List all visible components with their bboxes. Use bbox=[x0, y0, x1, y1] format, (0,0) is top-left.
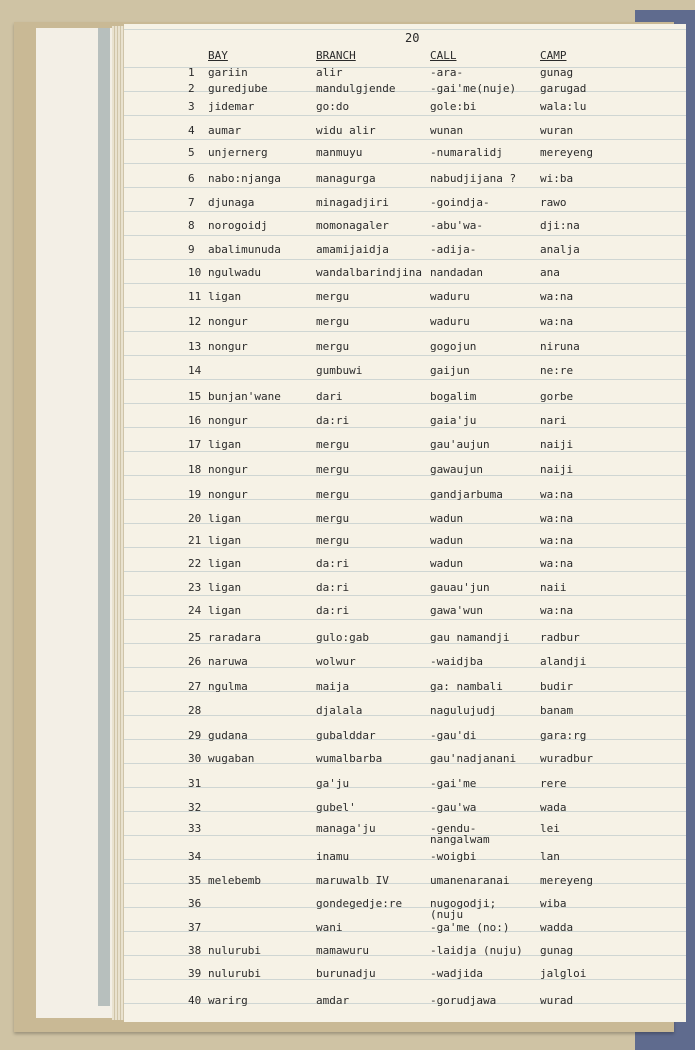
bay-cell: ngulwadu bbox=[208, 266, 261, 279]
branch-cell: da:ri bbox=[316, 604, 350, 617]
branch-cell: inamu bbox=[316, 850, 350, 863]
camp-cell: wa:na bbox=[540, 315, 574, 328]
table-row bbox=[0, 534, 695, 554]
branch-cell: manmuyu bbox=[316, 146, 363, 159]
row-number: 5 bbox=[188, 146, 195, 159]
table-row bbox=[0, 463, 695, 483]
camp-cell: wa:na bbox=[540, 512, 574, 525]
bay-cell: nulurubi bbox=[208, 967, 261, 980]
branch-cell: mergu bbox=[316, 488, 350, 501]
call-cell: wunan bbox=[430, 124, 464, 137]
table-row bbox=[0, 124, 695, 144]
branch-cell: amdar bbox=[316, 994, 350, 1007]
camp-cell: jalgloi bbox=[540, 967, 587, 980]
camp-cell: garugad bbox=[540, 82, 587, 95]
table-row bbox=[0, 604, 695, 624]
call-cell: bogalim bbox=[430, 390, 477, 403]
table-row bbox=[0, 994, 695, 1014]
row-number: 23 bbox=[188, 581, 202, 594]
row-number: 40 bbox=[188, 994, 202, 1007]
column-header-bay: BAY bbox=[208, 49, 228, 62]
camp-cell: ne:re bbox=[540, 364, 574, 377]
branch-cell: mamawuru bbox=[316, 944, 369, 957]
branch-cell: gulo:gab bbox=[316, 631, 369, 644]
table-row bbox=[0, 82, 695, 102]
call-cell: gau'aujun bbox=[430, 438, 490, 451]
call-cell: gaia'ju bbox=[430, 414, 477, 427]
row-number: 26 bbox=[188, 655, 202, 668]
call-cell: nagulujudj bbox=[430, 704, 497, 717]
call-cell: -adija- bbox=[430, 243, 477, 256]
branch-cell: ga'ju bbox=[316, 777, 350, 790]
bay-cell: ngulma bbox=[208, 680, 248, 693]
branch-cell: minagadjiri bbox=[316, 196, 389, 209]
row-number: 25 bbox=[188, 631, 202, 644]
call-cell: gawa'wun bbox=[430, 604, 483, 617]
bay-cell: ligan bbox=[208, 512, 242, 525]
camp-cell: nari bbox=[540, 414, 567, 427]
bay-cell: aumar bbox=[208, 124, 242, 137]
call-cell: gogojun bbox=[430, 340, 477, 353]
row-number: 30 bbox=[188, 752, 202, 765]
table-row bbox=[0, 921, 695, 941]
page-number: 20 bbox=[405, 31, 420, 45]
bay-cell: nongur bbox=[208, 340, 248, 353]
row-number: 20 bbox=[188, 512, 202, 525]
branch-cell: maija bbox=[316, 680, 350, 693]
call-cell: gauau'jun bbox=[430, 581, 490, 594]
row-number: 19 bbox=[188, 488, 202, 501]
camp-cell: mereyeng bbox=[540, 874, 593, 887]
call-cell: -gai'me bbox=[430, 777, 477, 790]
camp-cell: ana bbox=[540, 266, 560, 279]
bay-cell: jidemar bbox=[208, 100, 255, 113]
branch-cell: gubel' bbox=[316, 801, 356, 814]
branch-cell: da:ri bbox=[316, 414, 350, 427]
table-row bbox=[0, 390, 695, 410]
table-row bbox=[0, 897, 695, 921]
table-row bbox=[0, 438, 695, 458]
table-row bbox=[0, 729, 695, 749]
row-number: 36 bbox=[188, 897, 202, 910]
table-row bbox=[0, 266, 695, 286]
bay-cell: nulurubi bbox=[208, 944, 261, 957]
call-cell: nabudjijana ? bbox=[430, 172, 517, 185]
branch-cell: gubalddar bbox=[316, 729, 376, 742]
row-number: 15 bbox=[188, 390, 202, 403]
bay-cell: nongur bbox=[208, 315, 248, 328]
column-header-camp: CAMP bbox=[540, 49, 567, 62]
table-row bbox=[0, 752, 695, 772]
row-number: 16 bbox=[188, 414, 202, 427]
table-row bbox=[0, 414, 695, 434]
table-row bbox=[0, 315, 695, 335]
row-number: 28 bbox=[188, 704, 202, 717]
camp-cell: gara:rg bbox=[540, 729, 587, 742]
bay-cell: wugaban bbox=[208, 752, 255, 765]
row-number: 18 bbox=[188, 463, 202, 476]
camp-cell: gunag bbox=[540, 66, 574, 79]
table-row bbox=[0, 364, 695, 384]
branch-cell: alir bbox=[316, 66, 343, 79]
branch-cell: dari bbox=[316, 390, 343, 403]
row-number: 2 bbox=[188, 82, 195, 95]
table-row bbox=[0, 290, 695, 310]
call-cell: waduru bbox=[430, 315, 470, 328]
bay-cell: naruwa bbox=[208, 655, 248, 668]
camp-cell: wa:na bbox=[540, 557, 574, 570]
call-cell: -goindja- bbox=[430, 196, 490, 209]
row-number: 13 bbox=[188, 340, 202, 353]
branch-cell: mergu bbox=[316, 512, 350, 525]
table-row bbox=[0, 512, 695, 532]
branch-cell: mergu bbox=[316, 315, 350, 328]
camp-cell: rere bbox=[540, 777, 567, 790]
row-number: 21 bbox=[188, 534, 202, 547]
camp-cell: gorbe bbox=[540, 390, 574, 403]
camp-cell: wa:na bbox=[540, 488, 574, 501]
branch-cell: wolwur bbox=[316, 655, 356, 668]
camp-cell: wuran bbox=[540, 124, 574, 137]
row-number: 8 bbox=[188, 219, 195, 232]
bay-cell: ligan bbox=[208, 557, 242, 570]
camp-cell: wurad bbox=[540, 994, 574, 1007]
call-cell: -waidjba bbox=[430, 655, 483, 668]
bay-cell: ligan bbox=[208, 438, 242, 451]
row-number: 22 bbox=[188, 557, 202, 570]
branch-cell: gumbuwi bbox=[316, 364, 363, 377]
row-number: 7 bbox=[188, 196, 195, 209]
camp-cell: wala:lu bbox=[540, 100, 587, 113]
camp-cell: analja bbox=[540, 243, 580, 256]
call-cell: wadun bbox=[430, 534, 464, 547]
table-row bbox=[0, 219, 695, 239]
bay-cell: nongur bbox=[208, 463, 248, 476]
camp-cell: naiji bbox=[540, 438, 574, 451]
bay-cell: norogoidj bbox=[208, 219, 268, 232]
call-cell: gau'nadjanani bbox=[430, 752, 517, 765]
call-cell: gole:bi bbox=[430, 100, 477, 113]
bay-cell: nongur bbox=[208, 414, 248, 427]
row-number: 14 bbox=[188, 364, 202, 377]
table-row bbox=[0, 874, 695, 894]
branch-cell: mergu bbox=[316, 340, 350, 353]
bay-cell: gariin bbox=[208, 66, 248, 79]
camp-cell: wa:na bbox=[540, 604, 574, 617]
branch-cell: wumalbarba bbox=[316, 752, 383, 765]
table-row bbox=[0, 822, 695, 846]
call-cell: -gau'di bbox=[430, 729, 477, 742]
call-cell: ga: nambali bbox=[430, 680, 503, 693]
row-number: 1 bbox=[188, 66, 195, 79]
row-number: 17 bbox=[188, 438, 202, 451]
table-row bbox=[0, 967, 695, 987]
call-cell: gawaujun bbox=[430, 463, 483, 476]
camp-cell: wi:ba bbox=[540, 172, 574, 185]
camp-cell: naii bbox=[540, 581, 567, 594]
branch-cell: mergu bbox=[316, 463, 350, 476]
branch-cell: go:do bbox=[316, 100, 350, 113]
row-number: 34 bbox=[188, 850, 202, 863]
bay-cell: ligan bbox=[208, 604, 242, 617]
bay-cell: ligan bbox=[208, 290, 242, 303]
row-number: 29 bbox=[188, 729, 202, 742]
branch-cell: gondegedje:re bbox=[316, 897, 403, 910]
row-number: 11 bbox=[188, 290, 202, 303]
row-number: 12 bbox=[188, 315, 202, 328]
branch-cell: djalala bbox=[316, 704, 363, 717]
row-number: 31 bbox=[188, 777, 202, 790]
table-row bbox=[0, 172, 695, 192]
camp-cell: wuradbur bbox=[540, 752, 593, 765]
camp-cell: lan bbox=[540, 850, 560, 863]
call-cell: -abu'wa- bbox=[430, 219, 483, 232]
bay-cell: djunaga bbox=[208, 196, 255, 209]
bay-cell: bunjan'wane bbox=[208, 390, 281, 403]
call-cell: waduru bbox=[430, 290, 470, 303]
camp-cell: mereyeng bbox=[540, 146, 593, 159]
call-cell: -wadjida bbox=[430, 967, 483, 980]
table-row bbox=[0, 243, 695, 263]
table-row bbox=[0, 944, 695, 964]
branch-cell: mergu bbox=[316, 290, 350, 303]
branch-cell: wani bbox=[316, 921, 343, 934]
camp-cell: naiji bbox=[540, 463, 574, 476]
call-cell: -gendu- bbox=[430, 822, 477, 835]
camp-cell: alandji bbox=[540, 655, 587, 668]
camp-cell: wada bbox=[540, 801, 567, 814]
column-header-branch: BRANCH bbox=[316, 49, 356, 62]
table-row bbox=[0, 704, 695, 724]
row-number: 3 bbox=[188, 100, 195, 113]
bay-cell: raradara bbox=[208, 631, 261, 644]
bay-cell: warirg bbox=[208, 994, 248, 1007]
table-row bbox=[0, 777, 695, 797]
bay-cell: ligan bbox=[208, 534, 242, 547]
bay-cell: nongur bbox=[208, 488, 248, 501]
branch-cell: managa'ju bbox=[316, 822, 376, 835]
table-row bbox=[0, 631, 695, 651]
camp-cell: lei bbox=[540, 822, 560, 835]
branch-cell: momonagaler bbox=[316, 219, 389, 232]
branch-cell: mandulgjende bbox=[316, 82, 396, 95]
camp-cell: dji:na bbox=[540, 219, 580, 232]
row-number: 38 bbox=[188, 944, 202, 957]
bay-cell: guredjube bbox=[208, 82, 268, 95]
row-number: 4 bbox=[188, 124, 195, 137]
table-row bbox=[0, 655, 695, 675]
call-cell: umanenaranai bbox=[430, 874, 510, 887]
table-row bbox=[0, 581, 695, 601]
row-number: 27 bbox=[188, 680, 202, 693]
call-cell: -gai'me(nuje) bbox=[430, 82, 517, 95]
bay-cell: abalimunuda bbox=[208, 243, 281, 256]
row-number: 24 bbox=[188, 604, 202, 617]
call-cell: nandadan bbox=[430, 266, 483, 279]
bay-cell: unjernerg bbox=[208, 146, 268, 159]
camp-cell: gunag bbox=[540, 944, 574, 957]
table-row bbox=[0, 801, 695, 821]
call-cell: -numaralidj bbox=[430, 146, 503, 159]
camp-cell: wiba bbox=[540, 897, 567, 910]
bay-cell: nabo:njanga bbox=[208, 172, 281, 185]
camp-cell: radbur bbox=[540, 631, 580, 644]
camp-cell: wa:na bbox=[540, 534, 574, 547]
row-number: 32 bbox=[188, 801, 202, 814]
bay-cell: ligan bbox=[208, 581, 242, 594]
branch-cell: maruwalb IV bbox=[316, 874, 389, 887]
row-number: 9 bbox=[188, 243, 195, 256]
branch-cell: wandalbarindjina bbox=[316, 266, 422, 279]
row-number: 6 bbox=[188, 172, 195, 185]
branch-cell: da:ri bbox=[316, 581, 350, 594]
branch-cell: mergu bbox=[316, 438, 350, 451]
table-row bbox=[0, 340, 695, 360]
branch-cell: mergu bbox=[316, 534, 350, 547]
call-cell: gandjarbuma bbox=[430, 488, 503, 501]
call-cell: -ga'me (no:) bbox=[430, 921, 510, 934]
camp-cell: niruna bbox=[540, 340, 580, 353]
call-cell-continued: (nuju bbox=[430, 908, 464, 921]
table-row bbox=[0, 850, 695, 870]
table-row bbox=[0, 196, 695, 216]
row-number: 39 bbox=[188, 967, 202, 980]
table-row bbox=[0, 557, 695, 577]
call-cell: nugogodji; bbox=[430, 897, 497, 910]
bay-cell: gudana bbox=[208, 729, 248, 742]
camp-cell: wadda bbox=[540, 921, 574, 934]
row-number: 10 bbox=[188, 266, 202, 279]
call-cell: -woigbi bbox=[430, 850, 477, 863]
branch-cell: amamijaidja bbox=[316, 243, 389, 256]
call-cell: gaijun bbox=[430, 364, 470, 377]
call-cell: wadun bbox=[430, 512, 464, 525]
branch-cell: widu alir bbox=[316, 124, 376, 137]
row-number: 37 bbox=[188, 921, 202, 934]
call-cell: -ara- bbox=[430, 66, 464, 79]
column-header-call: CALL bbox=[430, 49, 457, 62]
table-row bbox=[0, 146, 695, 166]
call-cell: -gau'wa bbox=[430, 801, 477, 814]
bay-cell: melebemb bbox=[208, 874, 261, 887]
row-number: 35 bbox=[188, 874, 202, 887]
call-cell: wadun bbox=[430, 557, 464, 570]
branch-cell: managurga bbox=[316, 172, 376, 185]
call-cell: gau namandji bbox=[430, 631, 510, 644]
camp-cell: wa:na bbox=[540, 290, 574, 303]
table-row bbox=[0, 100, 695, 120]
call-cell-continued: nangalwam bbox=[430, 833, 490, 846]
branch-cell: burunadju bbox=[316, 967, 376, 980]
camp-cell: rawo bbox=[540, 196, 567, 209]
camp-cell: budir bbox=[540, 680, 574, 693]
row-number: 33 bbox=[188, 822, 202, 835]
call-cell: -laidja (nuju) bbox=[430, 944, 523, 957]
branch-cell: da:ri bbox=[316, 557, 350, 570]
call-cell: -gorudjawa bbox=[430, 994, 497, 1007]
table-row bbox=[0, 680, 695, 700]
camp-cell: banam bbox=[540, 704, 574, 717]
table-row bbox=[0, 488, 695, 508]
